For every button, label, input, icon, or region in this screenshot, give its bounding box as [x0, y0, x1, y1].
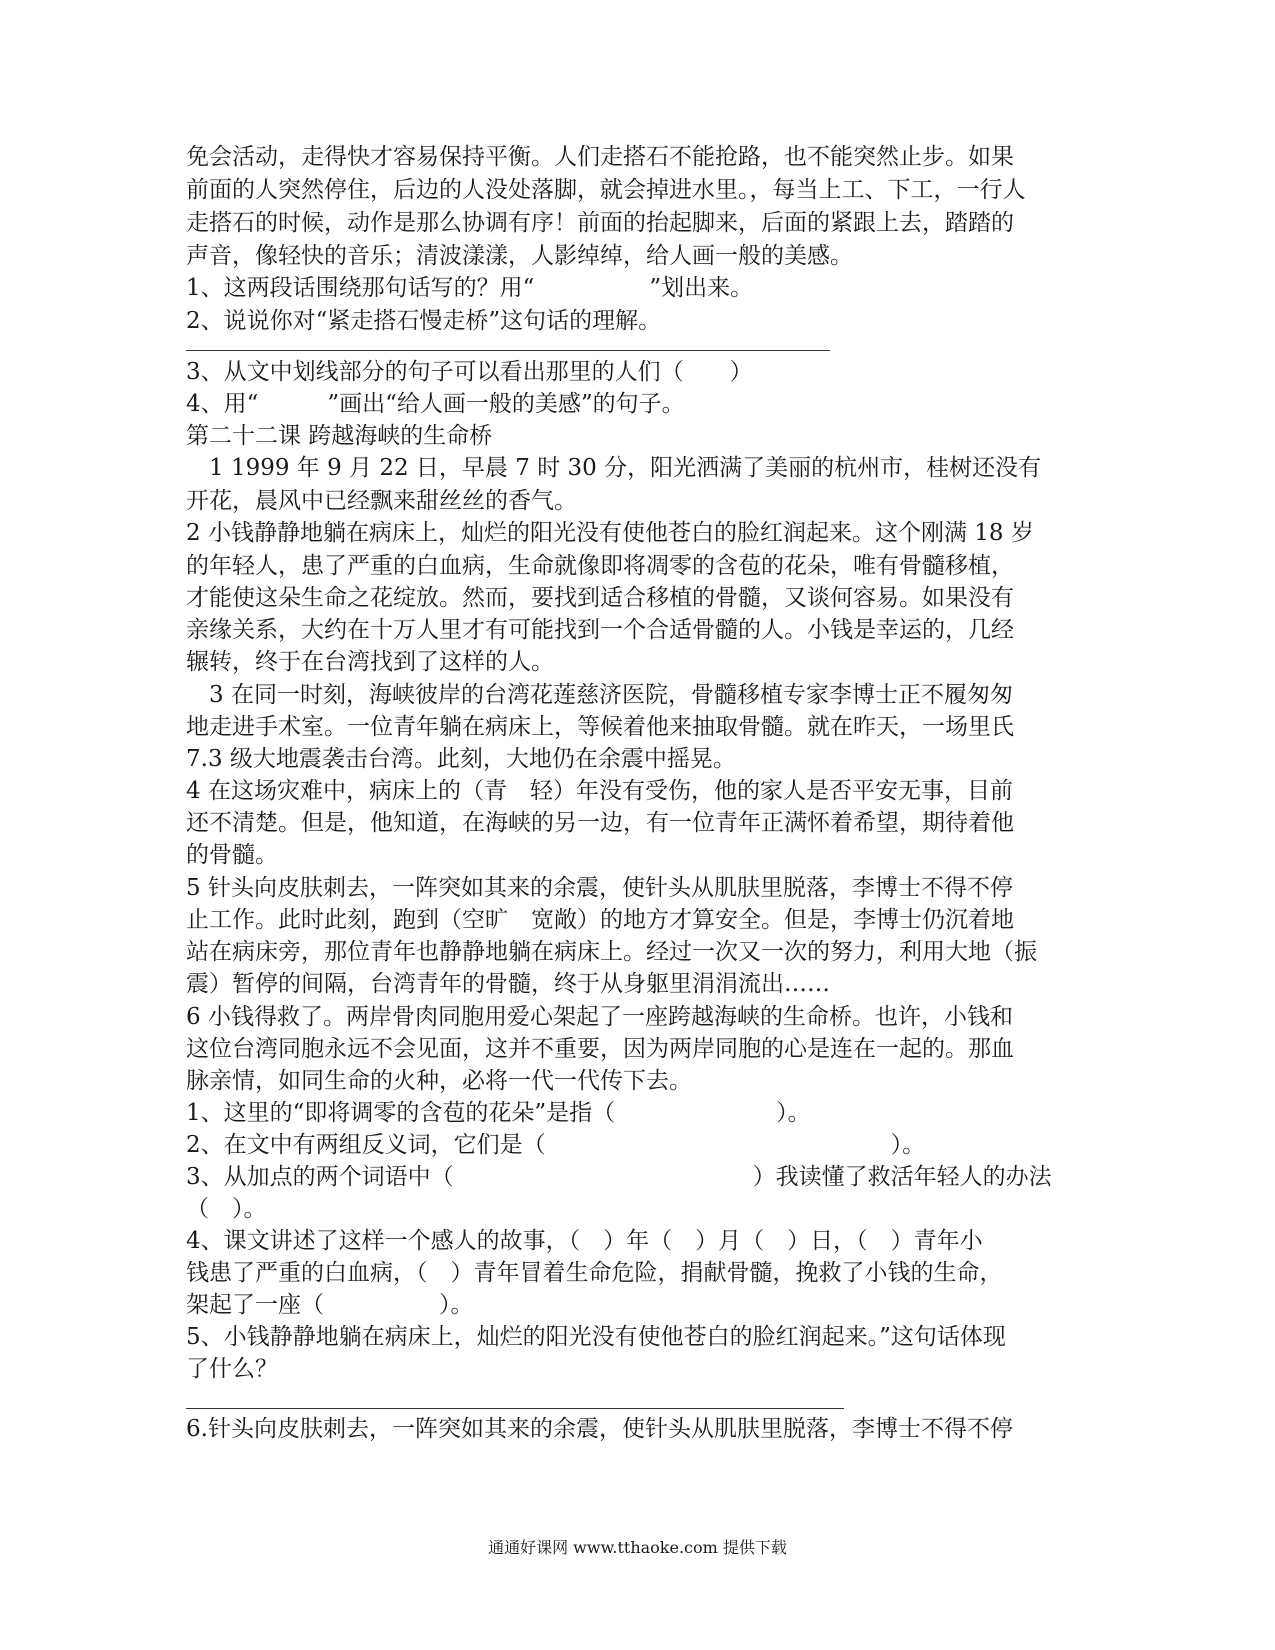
passage-line: 5 针头向皮肤刺去，一阵突如其来的余震，使针头从肌肤里脱落，李博士不得不停 [186, 875, 1013, 901]
question-line: 钱患了严重的白血病，（ ）青年冒着生命危险，捐献骨髓，挽救了小钱的生命， [186, 1260, 1003, 1286]
lesson-title: 第二十二课 跨越海峡的生命桥 [186, 423, 493, 449]
question-line: 6.针头向皮肤刺去，一阵突如其来的余震，使针头从肌肤里脱落，李博士不得不停 [186, 1416, 1013, 1442]
question-line: 2、说说你对“紧走搭石慢走桥”这句话的理解。 [186, 308, 662, 334]
passage-line: 7.3 级大地震袭击台湾。此刻，大地仍在余震中摇晃。 [186, 746, 736, 772]
passage-line: 6 小钱得救了。两岸骨肉同胞用爱心架起了一座跨越海峡的生命桥。也许，小钱和 [186, 1004, 1013, 1030]
passage-line: 走搭石的时候，动作是那么协调有序！前面的抬起脚来，后面的紧跟上去，踏踏的 [186, 210, 1014, 236]
page-footer: 通通好课网 www.tthaoke.com 提供下载 [488, 1538, 787, 1557]
passage-line: 这位台湾同胞永远不会见面，这并不重要，因为两岸同胞的心是连在一起的。那血 [186, 1036, 1014, 1062]
question-line: 1、这两段话围绕那句话写的？用“ ”划出来。 [186, 275, 754, 301]
passage-line: 免会活动，走得快才容易保持平衡。人们走搭石不能抢路，也不能突然止步。如果 [186, 144, 1014, 170]
passage-line: 的骨髓。 [186, 842, 278, 868]
passage-line: 地走进手术室。一位青年躺在病床上，等候着他来抽取骨髓。就在昨天，一场里氏 [186, 714, 1014, 740]
passage-line: 才能使这朵生命之花绽放。然而，要找到适合移植的骨髓，又谈何容易。如果没有 [186, 585, 1014, 611]
question-line: 了什么？ [186, 1356, 278, 1382]
question-line: 3、从加点的两个词语中（ ）我读懂了救活年轻人的办法 [186, 1164, 1052, 1190]
passage-line: 脉亲情，如同生命的火种，必将一代一代传下去。 [186, 1068, 692, 1094]
passage-line: 辗转，终于在台湾找到了这样的人。 [186, 649, 554, 675]
passage-line: 震）暂停的间隔，台湾青年的骨髓，终于从身躯里涓涓流出…… [186, 971, 830, 997]
question-line: 架起了一座（ ）。 [186, 1292, 474, 1318]
question-line: 1、这里的“即将调零的含苞的花朵”是指（ ）。 [186, 1100, 811, 1126]
passage-line: 站在病床旁，那位青年也静静地躺在病床上。经过一次又一次的努力，利用大地（振 [186, 939, 1037, 965]
passage-line: 1 1999 年 9 月 22 日，早晨 7 时 30 分，阳光洒满了美丽的杭州市，桂树还没有 [186, 455, 1042, 481]
passage-line: 声音，像轻快的音乐；清波漾漾，人影绰绰，给人画一般的美感。 [186, 243, 853, 269]
passage-line: 3 在同一时刻，海峡彼岸的台湾花莲慈济医院，骨髓移植专家李博士正不履匆匆 [186, 682, 1013, 708]
passage-line: 开花，晨风中已经飘来甜丝丝的香气。 [186, 488, 577, 514]
question-line: 5、小钱静静地躺在病床上，灿烂的阳光没有使他苍白的脸红润起来。”这句话体现 [186, 1324, 1006, 1350]
question-line: 4、课文讲述了这样一个感人的故事，（ ）年（ ）月（ ）日，（ ）青年小 [186, 1228, 983, 1254]
passage-line: 4 在这场灾难中，病床上的（青 轻）年没有受伤，他的家人是否平安无事，目前 [186, 778, 1013, 804]
question-line: 4、用“ ”画出“给人画一般的美感”的句子。 [186, 391, 685, 417]
question-line: 3、从文中划线部分的句子可以看出那里的人们（ ） [186, 359, 753, 385]
passage-line: 还不清楚。但是，他知道，在海峡的另一边，有一位青年正满怀着希望，期待着他 [186, 810, 1014, 836]
passage-line: 的年轻人，患了严重的白血病，生命就像即将凋零的含苞的花朵，唯有骨髓移植， [186, 553, 1014, 579]
passage-line: 前面的人突然停住，后边的人没处落脚，就会掉进水里。，每当上工、下工，一行人 [186, 177, 1026, 203]
passage-line: 2 小钱静静地躺在病床上，灿烂的阳光没有使他苍白的脸红润起来。这个刚满 18 岁 [186, 520, 1034, 546]
answer-line [186, 1408, 844, 1409]
passage-line: 亲缘关系，大约在十万人里才有可能找到一个合适骨髓的人。小钱是幸运的，几经 [186, 617, 1014, 643]
question-line: （ ）。 [186, 1196, 267, 1222]
question-line: 2、在文中有两组反义词，它们是（ ）。 [186, 1132, 926, 1158]
passage-line: 止工作。此时此刻，跑到（空旷 宽敞）的地方才算安全。但是，李博士仍沉着地 [186, 907, 1014, 933]
answer-line [186, 350, 830, 351]
